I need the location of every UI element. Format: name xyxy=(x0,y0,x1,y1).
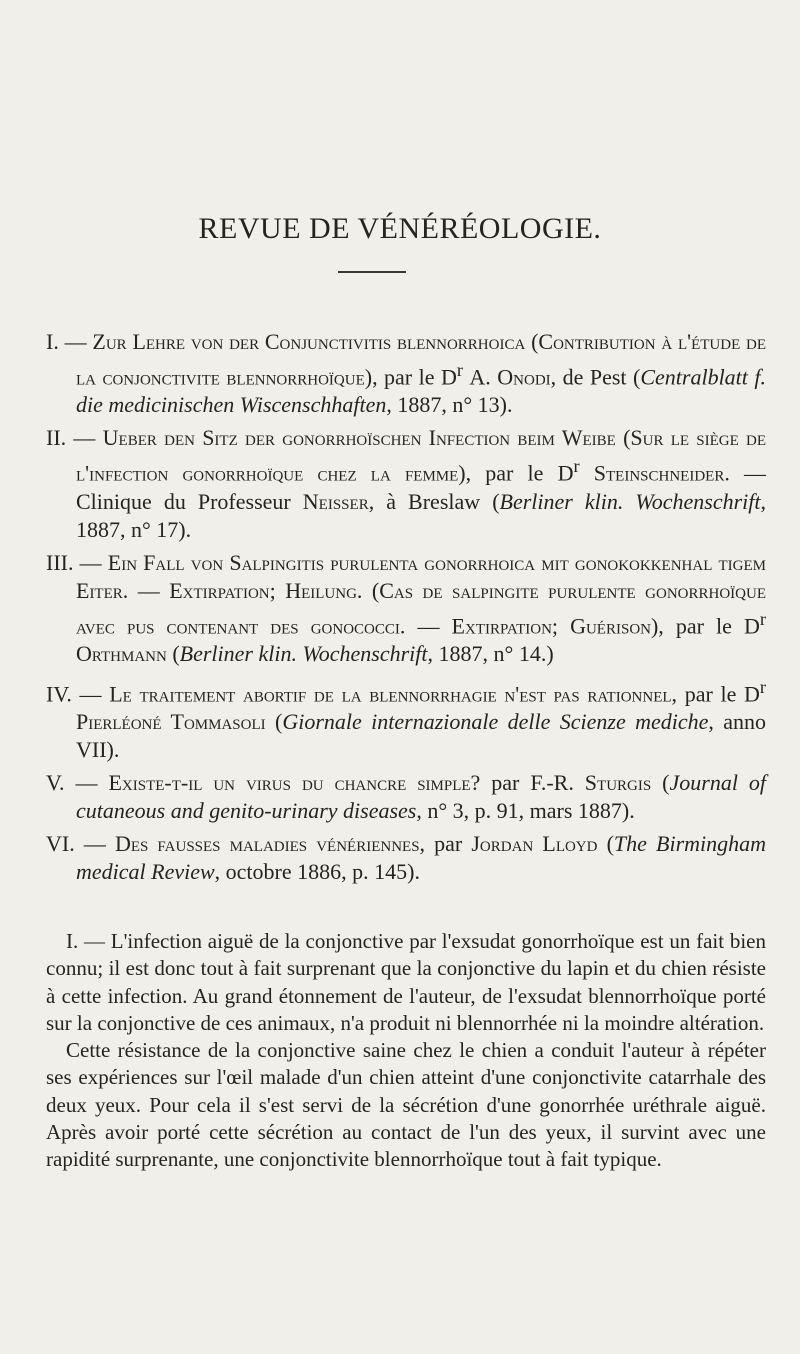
reference-list xyxy=(46,328,766,891)
reference-item: VI. — Des fausses maladies vénériennes, par Jordan Lloyd (The Birmingham medical Review, octobre 1886, p. 145). xyxy=(46,831,767,885)
page-title: REVUE DE VÉNÉRÉOLOGIE. xyxy=(198,212,602,245)
reference-item: III. — Ein Fall von Salpingitis purulenta gonorrhoica mit gonokokkenhal tigem Eiter. — Extirpation; Heilung. (Cas de salpingite purulente gonorrhoïque avec pus contenant des gonococci. — Extirpation; Guérison), par le $D^r$ Orthmann (Berliner klin. Wochenschrift, 1887, n° 14.) xyxy=(46,549,767,666)
reference-item: V. — Existe-t-il un virus du chancre simple? par F.-R. Sturgis (Journal of cutaneous and genito-urinary diseases, n° 3, p. 91, mars 1887). xyxy=(46,770,767,824)
reference-item: I. — Zur Lehre von der Conjunctivitis blennorrhoica (Contribution à l'étude de la conjonctivite blennorrhoïque), par le $D^r$ A. Onodi, de Pest (Centralblatt f. die medicinischen Wiscenschhaften, 1887, n° 13). xyxy=(46,329,767,418)
reference-item: II. — Ueber den Sitz der gonorrhoïschen Infection beim Weibe (Sur le siège de l'infection gonorrhoïque chez la femme), par le $D^r$ Steinschneider. — Clinique du Professeur Neisser, à Breslaw (Berliner klin. Wochenschrift, 1887, n° 17). xyxy=(46,425,767,542)
body-paragraph: Cette résistance de la conjonctive saine chez le chien a conduit l'auteur à répéter ses expériences sur l'œil malade d'un chien atteint d'une conjonctivite catarrhale des deux yeux. Pour cela il s'est servi de la sécrétion d'une gonorrhée uréthrale aiguë. Après avoir porté cette sécrétion au contact de l'un des yeux, il survint avec une rapidité surprenante, une conjonctivite blennorrhoïque tout à fait typique. xyxy=(46,1038,766,1172)
body-paragraph: I. — L'infection aiguë de la conjonctive par l'exsudat gonorrhoïque est un fait bien connu; il est donc tout à fait surprenant que la conjonctive du lapin et du chien résiste à cette infection. Au grand étonnement de l'auteur, de l'exsudat blennorrhoïque porté sur la conjonctive de ces animaux, n'a produit ni blennorrhée ni la moindre altération. xyxy=(46,929,766,1035)
article-body xyxy=(46,928,766,1174)
reference-item: IV. — Le traitement abortif de la blennorrhagie n'est pas rationnel, par le $D^r$ Pierléoné Tommasoli (Giornale internazionale delle Scienze mediche, anno VII). xyxy=(46,676,767,763)
title-divider xyxy=(338,271,406,273)
